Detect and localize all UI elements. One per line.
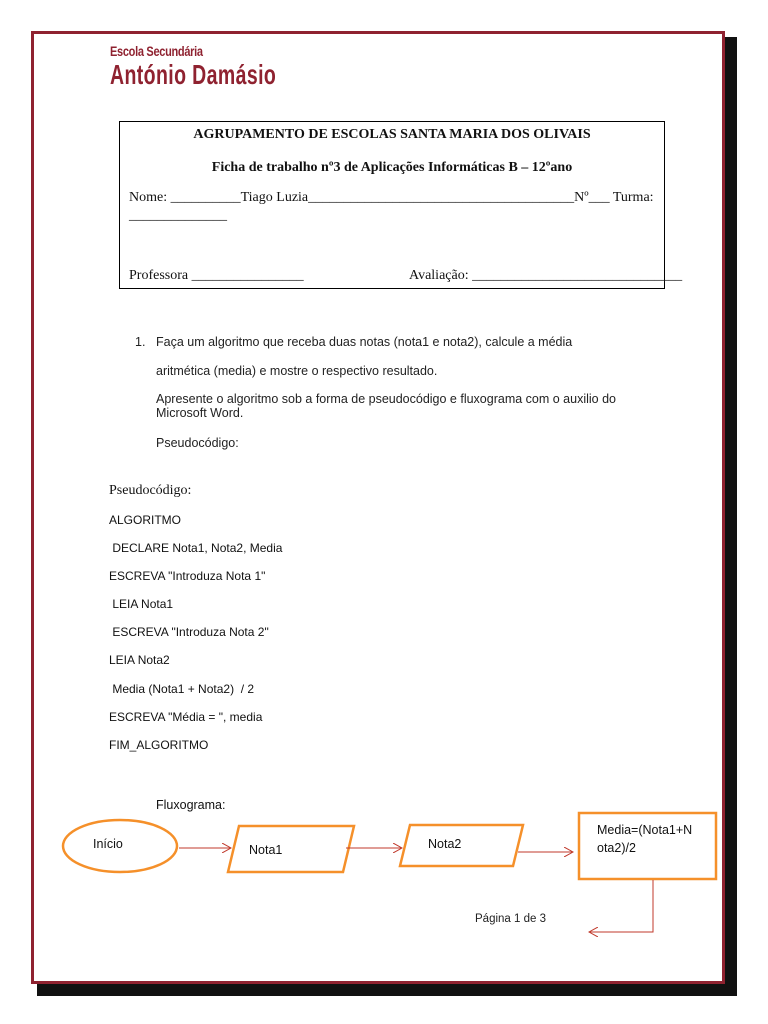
code-line: ESCREVA "Média = ", media	[109, 710, 263, 724]
grade-line: Avaliação: ______________________________	[409, 268, 683, 283]
input-nota1-shape	[228, 826, 354, 872]
question-number: 1.	[135, 335, 146, 349]
code-line: ESCREVA "Introduza Nota 1"	[109, 569, 266, 583]
page-number: Página 1 de 3	[475, 913, 546, 925]
teacher-line: Professora ________________	[129, 268, 304, 283]
arrow-process-down	[589, 880, 653, 932]
code-line: LEIA Nota1	[109, 597, 174, 611]
process-label-1: Media=(Nota1+N	[597, 823, 693, 837]
class-blank: ______________	[129, 208, 227, 223]
nota2-label: Nota2	[428, 837, 462, 851]
nota1-label: Nota1	[249, 843, 283, 857]
code-line: DECLARE Nota1, Nota2, Media	[109, 541, 283, 555]
student-name-line: Nome: __________Tiago Luzia______________________________________Nº___ Turma:	[129, 190, 654, 205]
school-name: AGRUPAMENTO DE ESCOLAS SANTA MARIA DOS OLIVAIS	[193, 127, 591, 142]
code-line: FIM_ALGORITMO	[109, 738, 209, 752]
question-text-2: aritmética (media) e mostre o respectivo resultado.	[156, 364, 438, 378]
pseudocode-title: Pseudocódigo:	[109, 483, 192, 498]
process-label-2: ota2)/2	[597, 841, 636, 855]
question-text-4: Microsoft Word.	[156, 406, 244, 420]
code-line: ALGORITMO	[109, 513, 182, 527]
flowchart-title: Fluxograma:	[156, 798, 226, 812]
code-line: ESCREVA "Introduza Nota 2"	[109, 625, 269, 639]
question-text-5: Pseudocódigo:	[156, 436, 239, 450]
input-nota2-shape	[400, 825, 523, 866]
code-line: LEIA Nota2	[109, 653, 170, 667]
logo-title: António Damásio	[110, 60, 277, 91]
code-line: Media (Nota1 + Nota2) / 2	[109, 682, 255, 696]
start-label: Início	[93, 837, 123, 851]
worksheet-title: Ficha de trabalho nº3 de Aplicações Informáticas B – 12ºano	[211, 160, 573, 175]
logo-subtitle: Escola Secundária	[110, 44, 203, 60]
question-text-3: Apresente o algoritmo sob a forma de pseudocódigo e fluxograma com o auxilio do	[156, 392, 616, 406]
question-text-1: Faça um algoritmo que receba duas notas (nota1 e nota2), calcule a média	[156, 335, 573, 349]
